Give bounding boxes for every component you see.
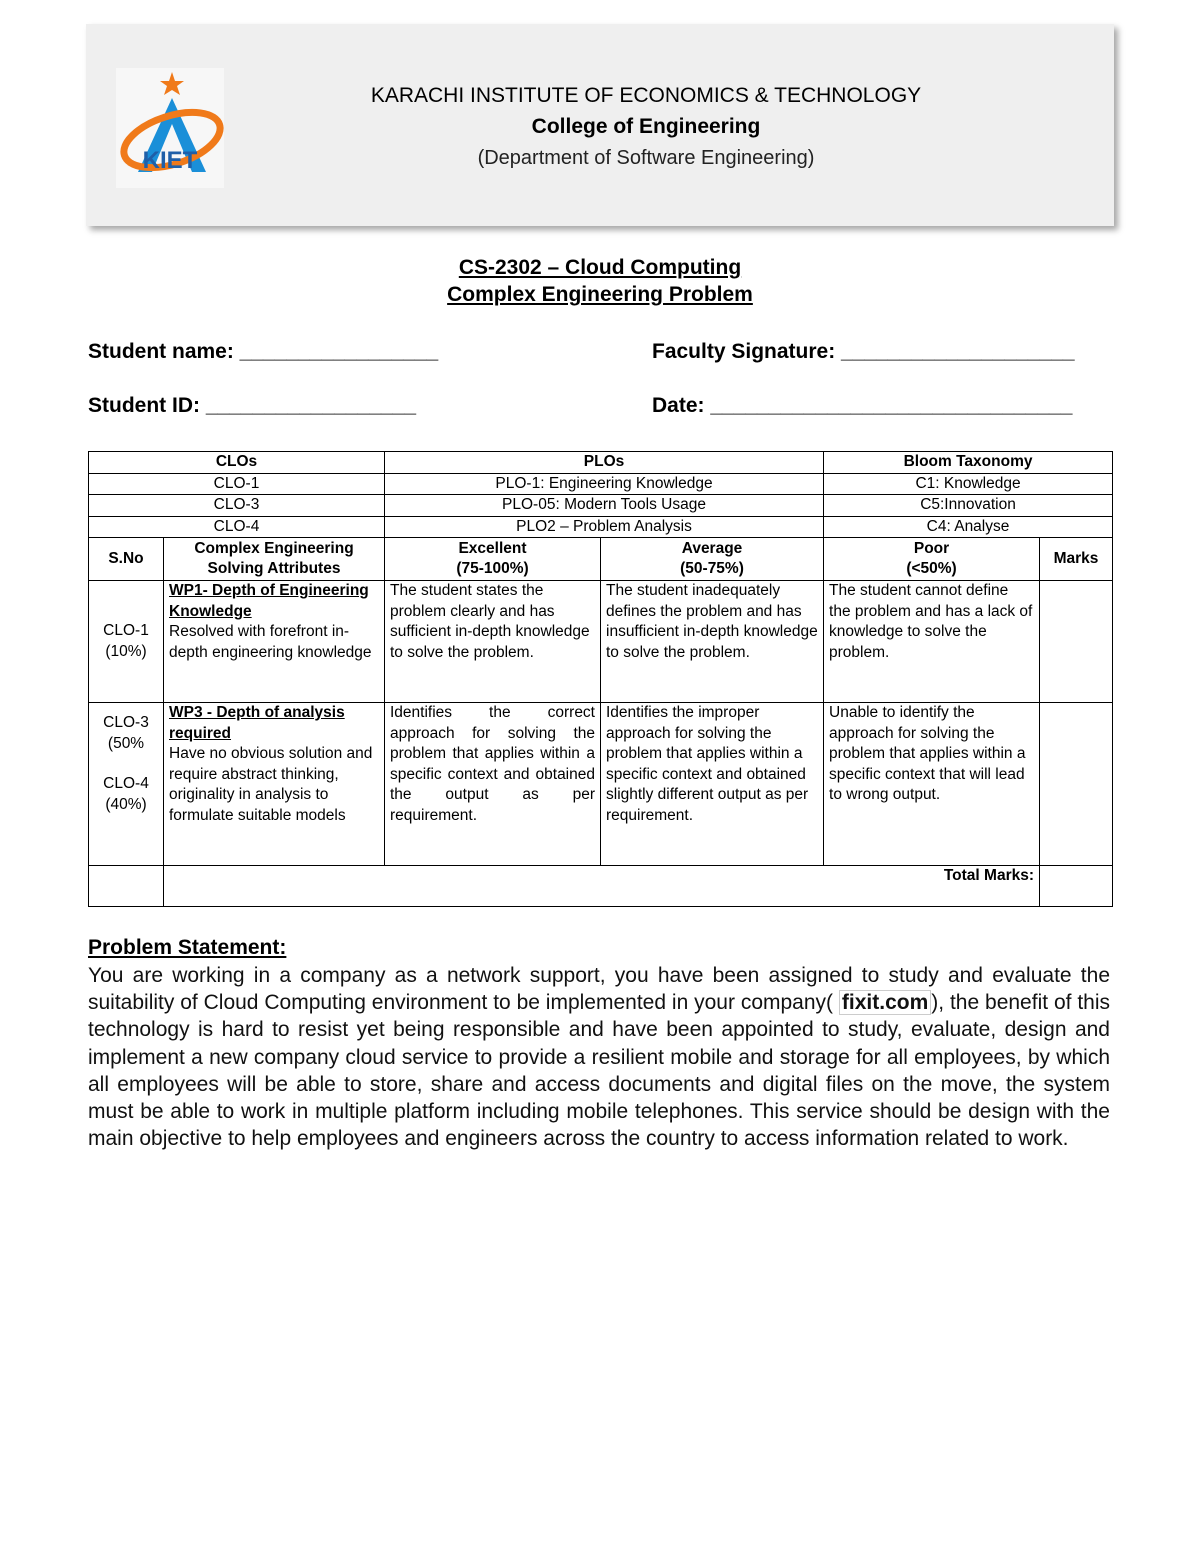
- poor-cell: Unable to identify the approach for solving the problem that applies within a specific context that will lead to wrong output.: [824, 703, 1040, 866]
- wp-title: WP3 - Depth of analysis required: [169, 704, 345, 742]
- bloom-cell: C5:Innovation: [824, 495, 1113, 517]
- plo-cell: PLO-1: Engineering Knowledge: [385, 473, 824, 495]
- marks-cell: [1040, 581, 1113, 703]
- marks-cell: [1040, 703, 1113, 866]
- plo-cell: PLO-05: Modern Tools Usage: [385, 495, 824, 517]
- student-id-field: Student ID: __________________: [88, 394, 417, 417]
- clo-cell: CLO-4: [89, 516, 385, 538]
- bloom-cell: C1: Knowledge: [824, 473, 1113, 495]
- problem-statement-title: Problem Statement:: [88, 936, 287, 959]
- sno-header: S.No: [89, 538, 164, 581]
- poor-cell: The student cannot define the problem and has a lack of knowledge to solve the problem.: [824, 581, 1040, 703]
- problem-statement: [88, 934, 1110, 1152]
- student-name-field: Student name: _________________: [88, 340, 439, 363]
- header-banner: [86, 24, 1114, 226]
- plo-cell: PLO2 – Problem Analysis: [385, 516, 824, 538]
- clo-weight-cell: CLO-3 (50% CLO-4 (40%): [89, 703, 164, 866]
- date-field: Date: _______________________________: [652, 394, 1073, 417]
- faculty-signature-field: Faculty Signature: ____________________: [652, 340, 1075, 363]
- clo-weight-cell: CLO-1 (10%): [89, 581, 164, 703]
- clo-cell: CLO-1: [89, 473, 385, 495]
- rubric-table: [88, 451, 1113, 907]
- attribute-cell: [164, 581, 385, 703]
- bloom-header: Bloom Taxonomy: [824, 452, 1113, 474]
- company-domain: fixit.com: [839, 990, 931, 1015]
- kiet-logo: [116, 68, 224, 188]
- department-name: (Department of Software Engineering): [477, 147, 815, 169]
- attributes-header: Complex Engineering Solving Attributes: [164, 538, 385, 581]
- institute-name: KARACHI INSTITUTE OF ECONOMICS & TECHNOLOGY: [370, 84, 922, 107]
- document-title: [0, 254, 1200, 308]
- total-marks-cell: [1040, 866, 1113, 907]
- clos-header: CLOs: [89, 452, 385, 474]
- excellent-header: Excellent (75-100%): [385, 538, 601, 581]
- average-cell: The student inadequately defines the problem and has insufficient in-depth knowledge to solve the problem.: [601, 581, 824, 703]
- poor-header: Poor (<50%): [824, 538, 1040, 581]
- bloom-cell: C4: Analyse: [824, 516, 1113, 538]
- svg-text:KIET: KIET: [142, 147, 198, 174]
- table-row: [89, 581, 1113, 703]
- average-header: Average (50-75%): [601, 538, 824, 581]
- college-name: College of Engineering: [531, 115, 761, 138]
- wp-description: Resolved with forefront in-depth engineering knowledge: [169, 623, 372, 661]
- excellent-cell: Identifies the correct approach for solving the problem that applies within a specific context and obtained the output as per requirement.: [385, 703, 601, 866]
- marks-header: Marks: [1040, 538, 1113, 581]
- problem-statement-body: You are working in a company as a network support, you have been assigned to study and evaluate the suitability of Cloud Computing environment to be implemented in your company( fixit.com ), the benefit of this technology is hard to resist yet being responsible and have been appointed to study, evaluate, design and implement a new company cloud service to provide a resilient mobile and storage for all employees, by which all employees will be able to store, share and access documents and digital files on the move, the system must be able to work in multiple platform including mobile telephones. This service should be design with the main objective to help employees and engineers across the country to access information related to work.: [88, 964, 1110, 1151]
- table-row: [89, 703, 1113, 866]
- course-title: CS-2302 – Cloud Computing: [458, 256, 742, 279]
- excellent-cell: The student states the problem clearly and has sufficient in-depth knowledge to solve the problem.: [385, 581, 601, 703]
- total-marks-label: Total Marks:: [164, 866, 1040, 907]
- attribute-cell: [164, 703, 385, 866]
- average-cell: Identifies the improper approach for solving the problem that applies within a specific context and obtained slightly different output as per requirement.: [601, 703, 824, 866]
- clo-cell: CLO-3: [89, 495, 385, 517]
- wp-description: Have no obvious solution and require abstract thinking, originality in analysis to formulate suitable models: [169, 745, 373, 824]
- total-empty-cell: [89, 866, 164, 907]
- plos-header: PLOs: [385, 452, 824, 474]
- wp-title: WP1- Depth of Engineering Knowledge: [169, 582, 369, 620]
- document-subtitle: Complex Engineering Problem: [447, 283, 753, 306]
